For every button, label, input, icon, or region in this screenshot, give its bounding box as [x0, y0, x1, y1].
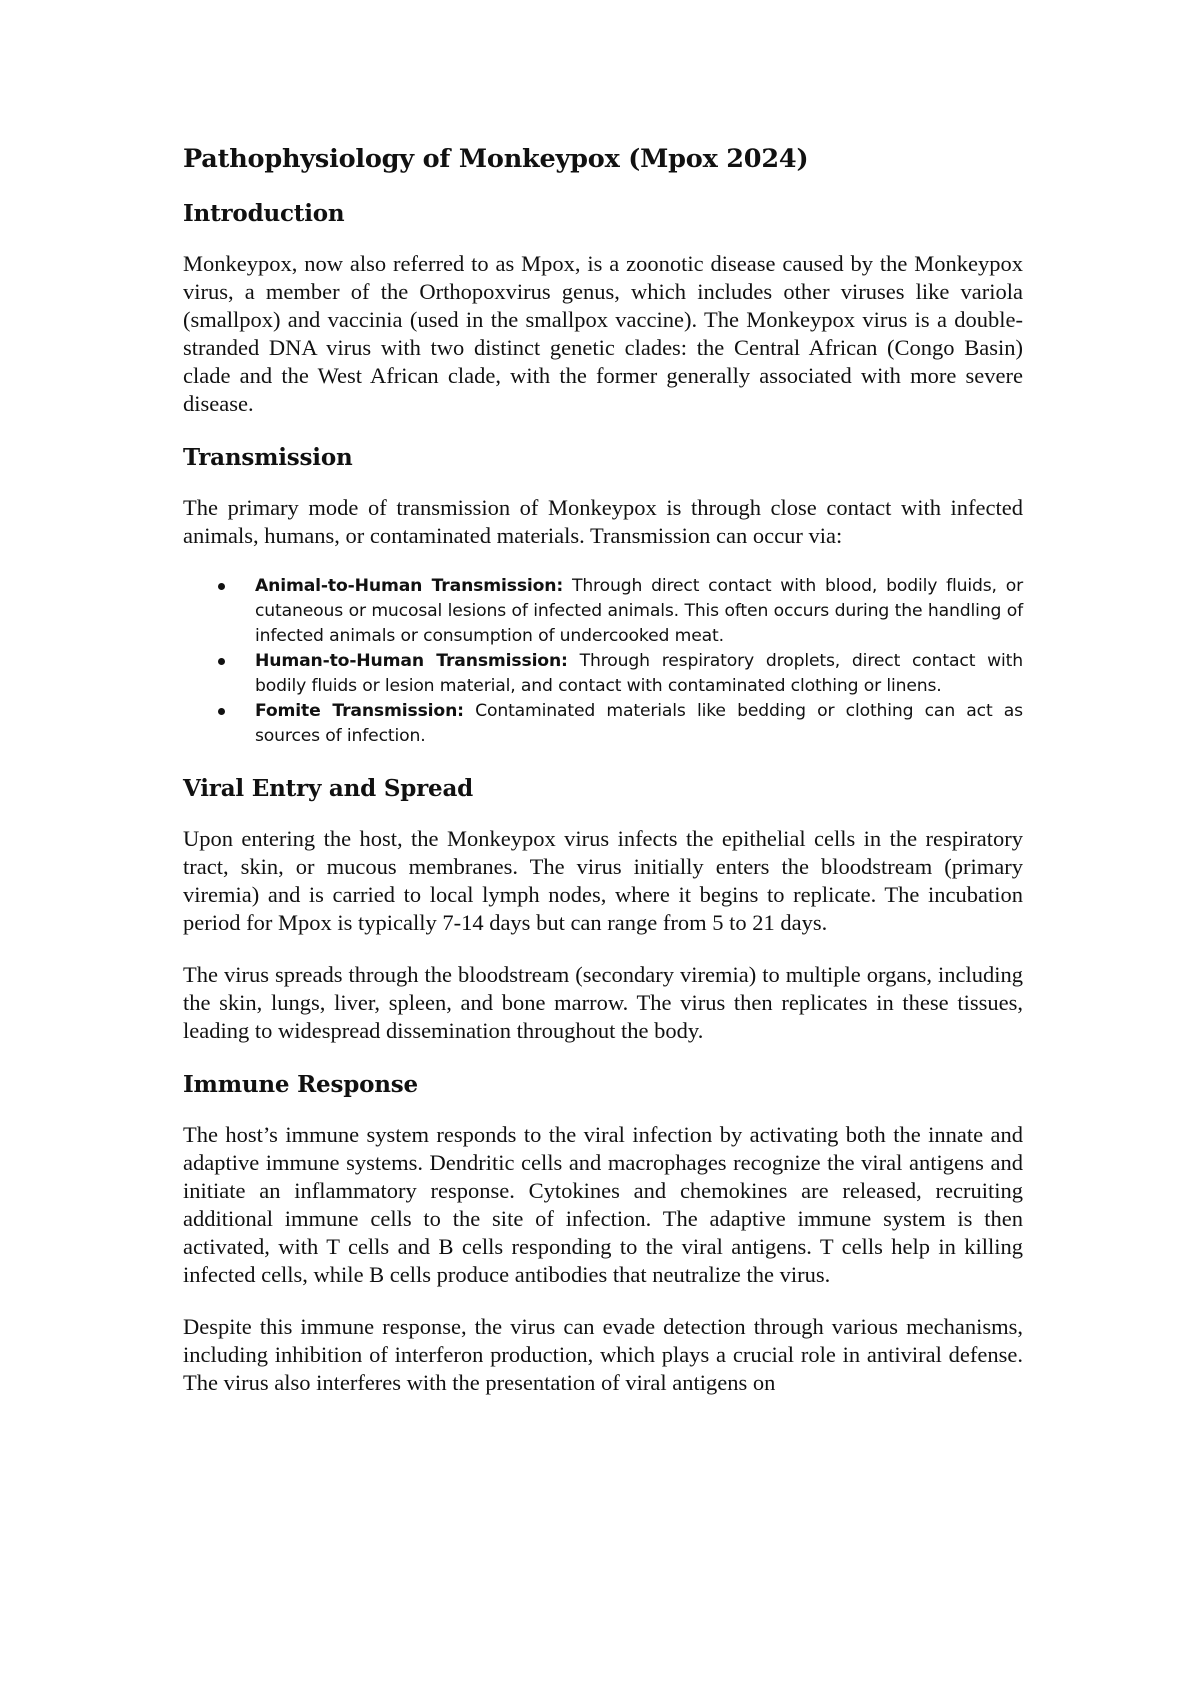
transmission-list — [183, 574, 1023, 749]
immune-response-heading: Immune Response — [183, 1071, 418, 1098]
transmission-heading: Transmission — [183, 444, 353, 471]
bullet-icon — [218, 658, 225, 665]
list-item — [255, 699, 1023, 749]
document-page — [183, 142, 1023, 1421]
immune-response-paragraph: The host’s immune system responds to the viral infection by activating both the innate and adaptive immune systems. Dendritic cells and macrophages recognize the viral antigens and initiate an inflammatory response. Cytokines and chemokines are released, recruiting additional immune cells to the site of infection. The adaptive immune system is then activated, with T cells and B cells responding to the viral antigens. T cells help in killing infected cells, while B cells produce antibodies that neutralize the virus. — [183, 1122, 1023, 1287]
bullet-text: Through respiratory droplets, direct contact with bodily fluids or lesion material, and contact with contaminated clothing or linens. — [255, 651, 1023, 696]
transmission-paragraph: The primary mode of transmission of Monkeypox is through close contact with infected animals, humans, or contaminated materials. Transmission can occur via: — [183, 495, 1023, 548]
list-item — [255, 649, 1023, 699]
introduction-heading: Introduction — [183, 200, 345, 227]
bullet-icon — [218, 708, 225, 715]
bullet-term: Fomite Transmission: — [255, 701, 464, 721]
bullet-icon — [218, 583, 225, 590]
introduction-section — [183, 198, 1023, 418]
viral-entry-heading: Viral Entry and Spread — [183, 775, 474, 802]
immune-evasion-paragraph: Despite this immune response, the virus can evade detection through various mechanisms, including inhibition of interferon production, which plays a crucial role in antiviral defense. The virus also interferes with the presentation of viral antigens on — [183, 1314, 1023, 1395]
bullet-text: Contaminated materials like bedding or clothing can act as sources of infection. — [255, 701, 1023, 746]
viral-entry-paragraph: Upon entering the host, the Monkeypox virus infects the epithelial cells in the respiratory tract, skin, or mucous membranes. The virus initially enters the bloodstream (primary viremia) and is carried to local lymph nodes, where it begins to replicate. The incubation period for Mpox is typically 7-14 days but can range from 5 to 21 days. — [183, 826, 1023, 935]
introduction-paragraph: Monkeypox, now also referred to as Mpox, is a zoonotic disease caused by the Monkeypox virus, a member of the Orthopoxvirus genus, which includes other viruses like variola (smallpox) and vaccinia (used in the smallpox vaccine). The Monkeypox virus is a double-stranded DNA virus with two distinct genetic clades: the Central African (Congo Basin) clade and the West African clade, with the former generally associated with more severe disease. — [183, 251, 1023, 416]
viral-spread-paragraph: The virus spreads through the bloodstream (secondary viremia) to multiple organs, including the skin, lungs, liver, spleen, and bone marrow. The virus then replicates in these tissues, leading to widespread dissemination throughout the body. — [183, 962, 1023, 1043]
document-title: Pathophysiology of Monkeypox (Mpox 2024) — [183, 144, 809, 174]
immune-response-section — [183, 1069, 1023, 1397]
transmission-section — [183, 442, 1023, 749]
bullet-term: Animal-to-Human Transmission: — [255, 576, 564, 596]
list-item — [255, 574, 1023, 649]
bullet-term: Human-to-Human Transmission: — [255, 651, 568, 671]
viral-entry-section — [183, 773, 1023, 1045]
bullet-text: Through direct contact with blood, bodily fluids, or cutaneous or mucosal lesions of infected animals. This often occurs during the handling of infected animals or consumption of undercooked meat. — [255, 576, 1023, 646]
